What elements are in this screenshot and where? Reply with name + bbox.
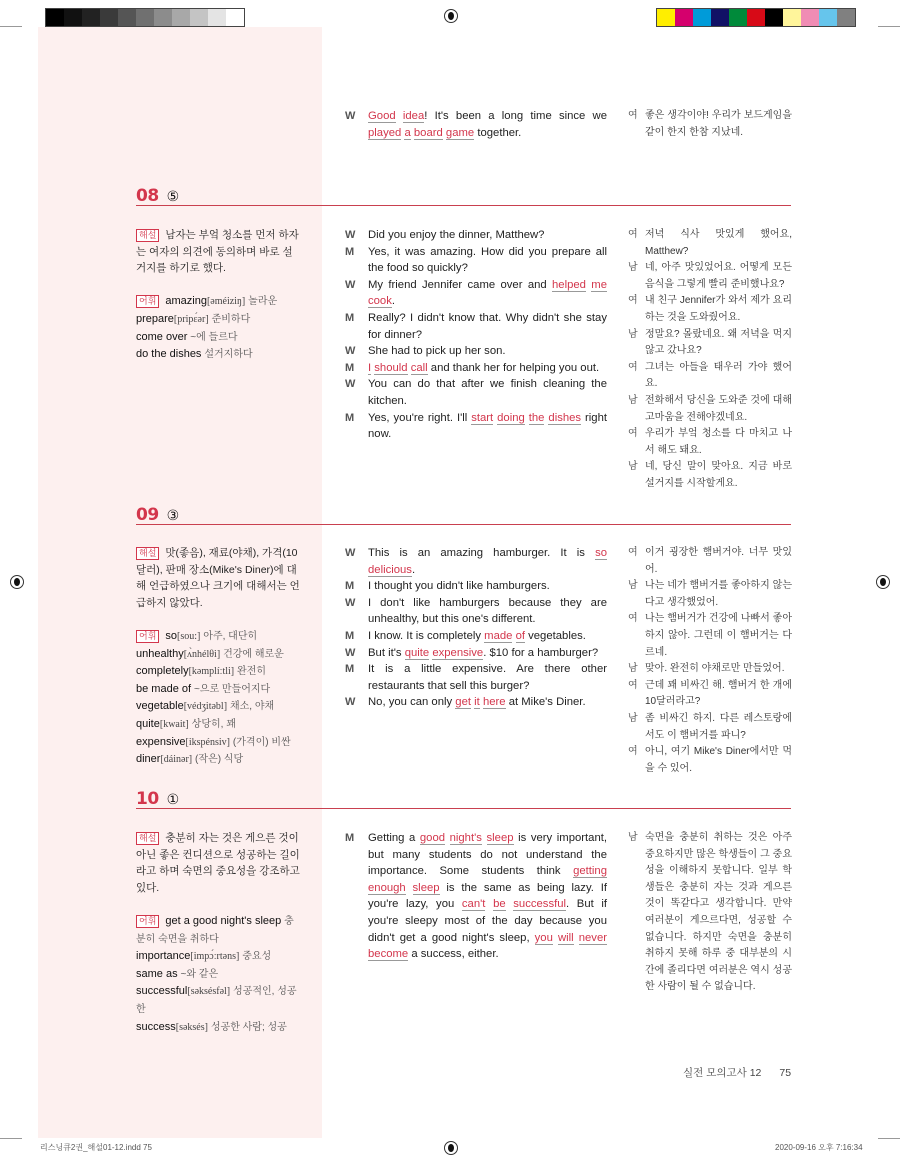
explanation-tag: 해설 xyxy=(136,229,159,242)
translation-line xyxy=(628,426,792,459)
dialogue-line xyxy=(345,595,607,628)
vocab-word: vegetable xyxy=(136,700,184,713)
vocab-item xyxy=(136,681,300,699)
translation-line xyxy=(628,360,792,393)
explanation-tag: 해설 xyxy=(136,832,159,845)
translation-line xyxy=(628,293,792,326)
vocab-meaning: (가격이) 비싼 xyxy=(232,736,291,748)
color-swatch xyxy=(729,9,747,26)
vocab-word: success xyxy=(136,1020,176,1033)
answer-blank: night's xyxy=(449,832,482,844)
question-number: 10 xyxy=(136,789,159,809)
dialogue-text: I know. It is completely made of vegetables. xyxy=(368,629,586,642)
speaker-label: 여 xyxy=(628,428,638,440)
speaker-label: W xyxy=(345,345,356,358)
dialogue-line xyxy=(345,310,607,343)
gray-swatch xyxy=(190,9,208,26)
dialogue-line xyxy=(345,545,607,578)
gray-swatch xyxy=(154,9,172,26)
dialogue-line xyxy=(345,376,607,409)
vocab-word: same as xyxy=(136,967,178,980)
dialogue-line xyxy=(345,628,607,645)
vocab-word: amazing xyxy=(165,295,207,308)
question-number: 08 xyxy=(136,186,159,206)
vocab-item xyxy=(136,663,300,681)
gray-swatch xyxy=(46,9,64,26)
pronunciation: [impɔ́ːrtəns] xyxy=(190,951,240,963)
translation-line xyxy=(628,393,792,426)
speaker-label: M xyxy=(345,832,355,844)
pronunciation: [ʌ̀nhélθi] xyxy=(183,648,221,660)
dialogue-line xyxy=(345,244,607,277)
speaker-label: M xyxy=(345,361,355,374)
answer-blank: played xyxy=(368,126,402,139)
color-swatch xyxy=(675,9,693,26)
answer-blank: good xyxy=(419,832,446,844)
answer-blank: be xyxy=(493,898,506,911)
gray-swatch xyxy=(172,9,190,26)
answer-blank: I xyxy=(368,361,372,374)
translation-text: 이거 굉장한 햄버거야. 너무 맛있어. xyxy=(645,547,792,575)
speaker-label: 여 xyxy=(628,613,638,625)
page-footer xyxy=(683,1065,791,1080)
explanation: 해설 충분히 자는 것은 게으른 것이 아닌 좋은 컨디션으로 성공하는 길이라고 하며 숙면의 중요성을 강조하고 있다. xyxy=(136,832,300,894)
translation-text: 우리가 부엌 청소를 다 마치고 나서 해도 돼요. xyxy=(645,428,792,456)
vocab-meaning: ~에 들르다 xyxy=(190,331,238,343)
explanation: 해설 맛(좋음), 재료(야채), 가격(10달러), 판매 장소(Mike's Diner)에 대해 언급하였으나 크기에 대해서는 언급하지 않았다. xyxy=(136,547,300,609)
dialogue-text: Did you enjoy the dinner, Matthew? xyxy=(368,229,545,241)
crop-mark xyxy=(878,26,900,27)
speaker-label: M xyxy=(345,629,355,642)
vocab-word: importance xyxy=(136,950,191,963)
vocab-item xyxy=(136,646,300,664)
speaker-label: 여 xyxy=(628,110,638,121)
translation-line xyxy=(628,327,792,360)
translation-line xyxy=(628,459,792,492)
explanation-panel xyxy=(136,545,300,769)
crop-mark xyxy=(0,26,22,27)
answer-blank: Good xyxy=(368,110,396,122)
answer-blank: you xyxy=(534,931,553,944)
answer-blank: me xyxy=(591,278,607,291)
vocab-meaning: (작은) 식당 xyxy=(195,754,244,766)
translation-text: 전화해서 당신을 도와준 것에 대해 고마움을 전해야겠네요. xyxy=(645,394,792,423)
speaker-label: 여 xyxy=(628,229,638,240)
translation-line xyxy=(628,744,792,777)
dialogue-line xyxy=(345,661,607,694)
registration-mark-icon xyxy=(10,575,24,589)
answer-blank: idea xyxy=(402,110,425,122)
speaker-label: 여 xyxy=(628,679,638,691)
color-swatch xyxy=(837,9,855,26)
vocab-item xyxy=(136,913,300,948)
speaker-label: 남 xyxy=(628,461,638,473)
answer-choice: ① xyxy=(166,791,180,807)
color-swatch xyxy=(693,9,711,26)
vocabulary-tag: 어휘 xyxy=(136,295,159,308)
gray-swatch xyxy=(136,9,154,26)
dialogue-line xyxy=(345,410,607,443)
pronunciation: [védʒitəbl] xyxy=(183,701,228,713)
vocab-item xyxy=(136,716,300,734)
translation-line xyxy=(628,661,792,678)
dialogue-text: This is an amazing hamburger. It is so delicious. xyxy=(368,547,607,576)
speaker-label: W xyxy=(345,596,356,609)
translation-text: 아니, 여기 Mike's Diner에서만 먹을 수 있어. xyxy=(645,746,792,774)
gray-swatch xyxy=(226,9,244,26)
dialogue-line xyxy=(345,343,607,360)
dialogue-text: But it's quite expensive. $10 for a hamburger? xyxy=(368,646,599,659)
dialogue-text: I don't like hamburgers because they are unhealthy, but this one's different. xyxy=(368,596,607,626)
color-swatch xyxy=(711,9,729,26)
speaker-label: W xyxy=(345,110,356,122)
vocab-item xyxy=(136,311,300,329)
vocab-word: do the dishes xyxy=(136,348,202,361)
dialogue-fragment xyxy=(345,108,607,141)
answer-blank: should xyxy=(374,361,408,374)
vocab-word: prepare xyxy=(136,312,174,325)
vocab-item xyxy=(136,751,300,769)
vocab-item xyxy=(136,966,300,984)
speaker-label: M xyxy=(345,245,355,258)
vocab-meaning: 성공한 사람; 성공 xyxy=(210,1021,287,1033)
answer-blank: game xyxy=(445,126,475,139)
speaker-label: W xyxy=(345,646,356,659)
speaker-label: W xyxy=(345,696,356,709)
dialogue-text: My friend Jennifer came over and helped me cook. xyxy=(368,278,607,308)
speaker-label: W xyxy=(345,278,356,291)
vocab-item xyxy=(136,1019,300,1037)
translation-text: 나는 햄버거가 건강에 나빠서 좋아하지 않아. 그런데 이 햄버거는 다르네. xyxy=(645,613,792,658)
dialogue-line xyxy=(345,108,607,141)
vocab-meaning: 건강에 해로운 xyxy=(223,648,284,660)
answer-blank: successful xyxy=(513,898,567,911)
speaker-label: 남 xyxy=(628,394,638,406)
dialogue-line xyxy=(345,360,607,377)
vocab-word: successful xyxy=(136,985,188,998)
crop-mark xyxy=(878,1138,900,1139)
answer-blank: delicious xyxy=(368,563,412,576)
vocab-word: completely xyxy=(136,665,189,678)
dialogue-text: Yes, it was amazing. How did you prepare all the food so quickly? xyxy=(368,245,607,275)
vocab-word: quite xyxy=(136,717,160,730)
vocab-meaning: ~으로 만들어지다 xyxy=(193,683,271,695)
answer-blank: board xyxy=(413,126,443,139)
translation-line xyxy=(628,678,792,711)
korean-translation-fragment xyxy=(628,108,792,141)
speaker-label: 남 xyxy=(628,580,638,592)
section-header xyxy=(136,789,791,809)
answer-blank: start xyxy=(471,411,494,424)
answer-blank: quite xyxy=(404,646,430,659)
section-header xyxy=(136,505,791,525)
answer-choice: ⑤ xyxy=(166,188,180,204)
vocabulary-list xyxy=(136,628,300,769)
vocab-meaning: 중요성 xyxy=(242,951,272,963)
speaker-label: 여 xyxy=(628,361,638,373)
pronunciation: [sou:] xyxy=(177,630,201,642)
vocabulary-tag: 어휘 xyxy=(136,630,159,643)
color-swatch xyxy=(765,9,783,26)
korean-translation xyxy=(628,830,792,996)
translation-line xyxy=(628,611,792,661)
speaker-label: W xyxy=(345,378,356,391)
answer-blank: expensive xyxy=(432,646,484,659)
translation-text: 숙면을 충분히 취하는 것은 아주 중요하지만 많은 학생들이 그 중요성을 이해하지 못합니다. 일부 학생들은 충분히 자는 것과 게으른 것이 똑같다고 생각합니다. 만약 여러분이 게으르다면, 성공할 수 없습니다. 하지만 숙면을 충분히 취하지 못해 하루 중 대부분의 시간에 졸리다면 여러분은 역시 성공한 사람이 될 수 없습니다. xyxy=(645,832,792,993)
color-swatch xyxy=(747,9,765,26)
vocab-meaning: 설거지하다 xyxy=(204,349,253,361)
speaker-label: 남 xyxy=(628,262,638,274)
answer-blank: sleep xyxy=(486,832,514,844)
korean-translation xyxy=(628,545,792,777)
dialogue xyxy=(345,227,607,443)
translation-line xyxy=(628,227,792,260)
vocab-meaning: 준비하다 xyxy=(211,313,251,325)
vocab-item xyxy=(136,698,300,716)
vocab-meaning: 아주, 대단히 xyxy=(203,630,258,642)
translation-text: 좀 비싸긴 하지. 다른 레스토랑에서도 이 햄버거를 파니? xyxy=(645,712,792,741)
answer-blank: so xyxy=(595,547,607,559)
vocab-meaning: 충분히 숙면을 취하다 xyxy=(136,915,294,945)
explanation-panel xyxy=(136,227,300,364)
explanation: 해설 남자는 부엌 청소를 먼저 하자는 여자의 의견에 동의하며 바로 설거지를 하기로 했다. xyxy=(136,229,299,275)
translation-text: 맞아. 완전히 야채로만 만들었어. xyxy=(645,663,785,675)
vocab-meaning: 상당히, 꽤 xyxy=(191,718,236,730)
dialogue-text: It is a little expensive. Are there other restaurants that sell this burger? xyxy=(368,663,607,692)
vocab-item xyxy=(136,948,300,966)
gray-color-bar xyxy=(45,8,245,27)
translation-text: 내 친구 Jennifer가 와서 제가 요리하는 것을 도와줬어요. xyxy=(645,295,792,323)
translation-line xyxy=(628,108,792,141)
translation-text: 정말요? 몰랐네요. 왜 저녁을 먹지 않고 갔나요? xyxy=(645,328,792,357)
answer-blank: the xyxy=(528,411,545,424)
speaker-label: W xyxy=(345,547,356,559)
color-swatch xyxy=(801,9,819,26)
dialogue-text: I should call and thank her for helping you out. xyxy=(368,361,600,374)
dialogue-text: No, you can only get it here at Mike's Diner. xyxy=(368,696,586,709)
pronunciation: [səksésfəl] xyxy=(187,986,231,998)
answer-blank: call xyxy=(410,361,428,374)
dialogue xyxy=(345,545,607,711)
vocabulary-tag: 어휘 xyxy=(136,915,159,928)
vocab-meaning: ~와 같은 xyxy=(180,968,219,980)
answer-blank: here xyxy=(482,696,506,709)
speaker-label: M xyxy=(345,411,355,424)
speaker-label: 여 xyxy=(628,746,638,758)
gray-swatch xyxy=(208,9,226,26)
answer-blank: become xyxy=(368,948,409,961)
vocab-word: diner xyxy=(136,753,161,766)
answer-blank: get xyxy=(455,696,472,709)
answer-blank: never xyxy=(578,931,607,944)
slug-filename: 리스닝큐2권_해설01-12.indd 75 xyxy=(40,1143,152,1152)
translation-text: 좋은 생각이야! 우리가 보드게임을 같이 한지 한참 지났네. xyxy=(645,110,792,138)
answer-blank: getting xyxy=(573,865,607,878)
explanation-panel xyxy=(136,830,300,1036)
speaker-label: M xyxy=(345,580,355,593)
speaker-label: 남 xyxy=(628,328,638,340)
speaker-label: 여 xyxy=(628,547,638,558)
speaker-label: 남 xyxy=(628,712,638,724)
color-swatch xyxy=(657,9,675,26)
vocab-item xyxy=(136,628,300,646)
registration-mark-icon xyxy=(444,1141,458,1155)
pronunciation: [əméiziŋ] xyxy=(206,296,246,308)
answer-blank: sleep xyxy=(412,881,440,894)
dialogue-line xyxy=(345,578,607,595)
vocab-item xyxy=(136,734,300,752)
vocab-word: get a good night's sleep xyxy=(165,914,282,927)
speaker-label: 남 xyxy=(628,832,638,843)
slug-date: 2020-09-16 오후 7:16:34 xyxy=(775,1143,863,1152)
translation-text: 나는 네가 햄버거를 좋아하지 않는다고 생각했었어. xyxy=(645,580,792,608)
answer-blank: enough xyxy=(368,881,406,894)
dialogue-text: She had to pick up her son. xyxy=(368,345,506,358)
answer-blank: it xyxy=(474,696,480,709)
vocabulary-list xyxy=(136,293,300,363)
translation-text: 그녀는 아들을 태우러 가야 했어요. xyxy=(645,361,792,390)
gray-swatch xyxy=(118,9,136,26)
answer-blank: will xyxy=(557,931,574,944)
footer-title: 실전 모의고사 12 xyxy=(683,1067,762,1079)
vocab-word: so xyxy=(165,629,178,642)
dialogue-text: Really? I didn't know that. Why didn't she stay for dinner? xyxy=(368,311,607,341)
answer-blank: a xyxy=(404,126,411,139)
vocab-meaning: 성공적인, 성공한 xyxy=(136,986,297,1015)
vocab-item xyxy=(136,329,300,347)
pronunciation: [dáinər] xyxy=(160,754,193,766)
answer-blank: can't xyxy=(461,898,486,911)
pronunciation: [pripɛ́ər] xyxy=(173,313,209,325)
pronunciation: [kəmplíːtli] xyxy=(188,666,235,678)
dialogue-text: You can do that after we finish cleaning the kitchen. xyxy=(368,378,607,407)
speaker-label: W xyxy=(345,229,356,241)
dialogue-text: I thought you didn't like hamburgers. xyxy=(368,580,550,593)
dialogue-line xyxy=(345,277,607,310)
answer-blank: of xyxy=(515,629,525,642)
speaker-label: 여 xyxy=(628,295,638,307)
speaker-label: 남 xyxy=(628,663,638,675)
translation-line xyxy=(628,711,792,744)
vocab-meaning: 놀라운 xyxy=(248,296,278,308)
vocab-meaning: 채소, 야채 xyxy=(229,701,275,713)
answer-choice: ③ xyxy=(166,507,180,523)
translation-text: 저녁 식사 맛있게 했어요, Matthew? xyxy=(645,229,792,257)
translation-line xyxy=(628,545,792,578)
answer-blank: doing xyxy=(497,411,525,424)
registration-mark-icon xyxy=(444,9,458,23)
dialogue-line xyxy=(345,645,607,662)
question-number: 09 xyxy=(136,505,159,525)
dialogue-text: Good idea! It's been a long time since we played a board game together. xyxy=(368,110,607,139)
answer-blank: made xyxy=(484,629,513,642)
translation-text: 네, 아주 맛있었어요. 어떻게 모든 음식을 그렇게 빨리 준비했나요? xyxy=(645,262,792,290)
page-number: 75 xyxy=(779,1067,792,1079)
cmyk-color-bar xyxy=(656,8,856,27)
vocab-item xyxy=(136,983,300,1018)
translation-text: 네, 당신 말이 맞아요. 지금 바로 설거지를 시작할게요. xyxy=(645,461,792,489)
pronunciation: [ikspénsiv] xyxy=(185,736,230,748)
pronunciation: [səksés] xyxy=(175,1021,208,1033)
gray-swatch xyxy=(100,9,118,26)
vocab-item xyxy=(136,346,300,364)
crop-mark xyxy=(0,1138,22,1139)
explanation-tag: 해설 xyxy=(136,547,159,560)
gray-swatch xyxy=(82,9,100,26)
section-header xyxy=(136,186,791,206)
dialogue xyxy=(345,830,607,963)
vocab-word: unhealthy xyxy=(136,647,184,660)
vocab-word: be made of xyxy=(136,682,192,695)
answer-blank: cook xyxy=(368,295,392,308)
dialogue-line xyxy=(345,227,607,244)
dialogue-line xyxy=(345,694,607,711)
answer-blank: dishes xyxy=(548,411,582,424)
translation-text: 근데 꽤 비싸긴 해. 햄버거 한 개에 10달러라고? xyxy=(645,679,792,708)
speaker-label: M xyxy=(345,663,355,676)
registration-mark-icon xyxy=(876,575,890,589)
color-swatch xyxy=(819,9,837,26)
gray-swatch xyxy=(64,9,82,26)
vocab-meaning: 완전히 xyxy=(237,666,267,678)
vocab-word: expensive xyxy=(136,735,186,748)
translation-line xyxy=(628,578,792,611)
answer-blank: helped xyxy=(552,278,586,291)
dialogue-text: Getting a good night's sleep is very important, but many students do not understand the importance. Some students think getting enough sleep is the same as being lazy. If you're lazy, you can't be successful. But if you're sleepy most of the day because you didn't get a good night's sleep, you will never become a success, either. xyxy=(368,832,608,961)
vocab-word: come over xyxy=(136,330,188,343)
vocabulary-list xyxy=(136,913,300,1036)
vocab-item xyxy=(136,293,300,311)
speaker-label: M xyxy=(345,311,355,324)
color-swatch xyxy=(783,9,801,26)
translation-line xyxy=(628,260,792,293)
translation-line xyxy=(628,830,792,996)
pronunciation: [kwait] xyxy=(159,718,189,730)
dialogue-line xyxy=(345,830,607,963)
dialogue-text: Yes, you're right. I'll start doing the dishes right now. xyxy=(368,411,608,441)
korean-translation xyxy=(628,227,792,493)
